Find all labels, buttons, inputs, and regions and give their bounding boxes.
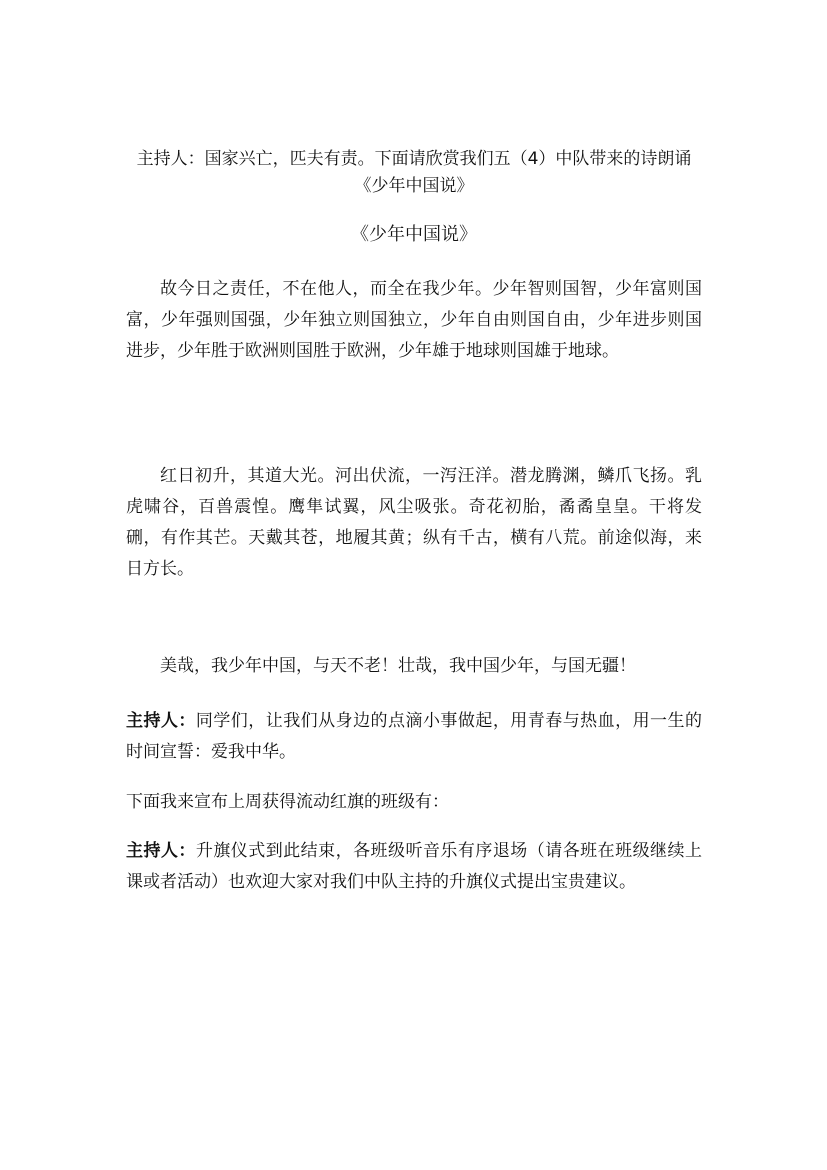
- host-label: 主持人：: [126, 841, 196, 861]
- host-intro: 主持人：国家兴亡，匹夫有责。下面请欣赏我们五（4）中队带来的诗朗诵《少年中国说》: [136, 149, 692, 196]
- red-flag-announcement: 下面我来宣布上周获得流动红旗的班级有：: [126, 792, 449, 812]
- host-closing-paragraph: [126, 706, 702, 768]
- poem-paragraph-2: 红日初升，其道大光。河出伏流，一泻汪洋。潜龙腾渊，鳞爪飞扬。乳虎啸谷，百兽震惶。鹰隼试翼，风尘吸张。奇花初胎，矞矞皇皇。干将发硎，有作其芒。天戴其苍，地履其黄；纵有千古，横有八荒。前途似海，来日方长。: [126, 466, 702, 579]
- host-ending-text: 升旗仪式到此结束，各班级听音乐有序退场（请各班在班级继续上课或者活动）也欢迎大家对我们中队主持的升旗仪式提出宝贵建议。: [126, 841, 702, 892]
- host-ending-paragraph: [126, 836, 702, 898]
- poem-title: 《少年中国说》: [351, 224, 477, 245]
- host-label: 主持人：: [126, 711, 196, 731]
- poem-paragraph-3: 美哉，我少年中国，与天不老！壮哉，我中国少年，与国无疆！: [160, 656, 636, 676]
- poem-paragraph-1: 故今日之责任，不在他人，而全在我少年。少年智则国智，少年富则国富，少年强则国强，少年独立则国独立，少年自由则国自由，少年进步则国进步，少年胜于欧洲则国胜于欧洲，少年雄于地球则国雄于地球。: [126, 279, 702, 361]
- host-closing-text: 同学们，让我们从身边的点滴小事做起，用青春与热血，用一生的时间宣誓：爱我中华。: [126, 711, 702, 762]
